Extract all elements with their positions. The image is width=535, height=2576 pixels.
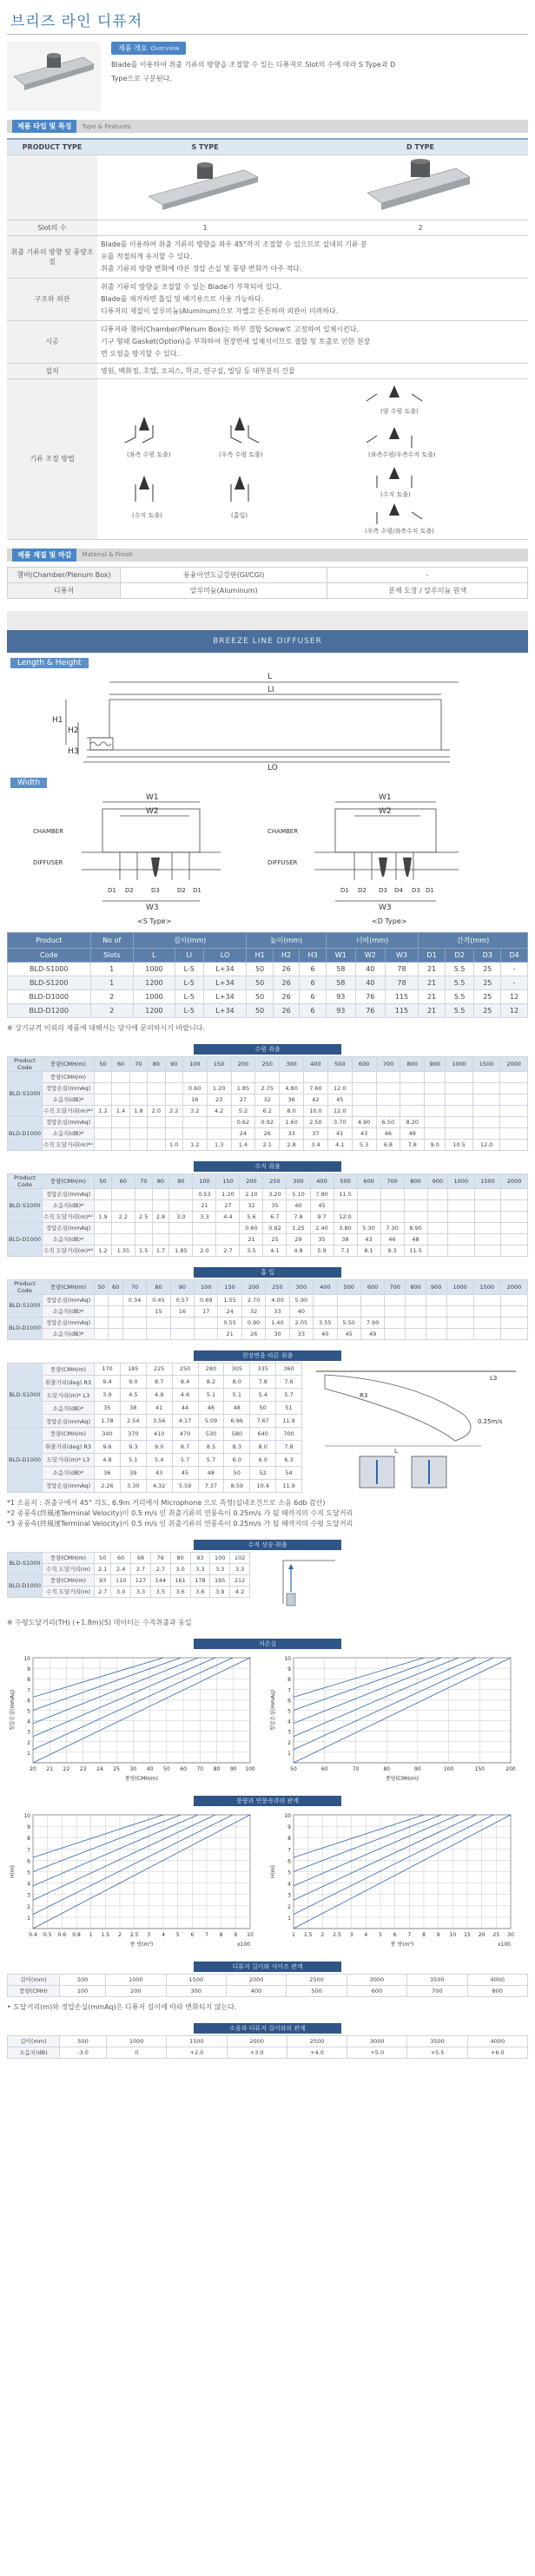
y-tick-label: 2 — [27, 1903, 30, 1910]
svg-text:D1: D1 — [426, 886, 434, 894]
x-tick-label: 1 — [292, 1931, 295, 1938]
feature-structure-label: 구조와 외관 — [7, 278, 97, 320]
d-type-image — [355, 158, 485, 215]
x-tick-label: 80 — [383, 1765, 390, 1772]
y-tick-label: 6 — [287, 1697, 291, 1704]
y-tick-label: 6 — [287, 1857, 291, 1864]
table-row: BLD-D1000 풍량(CMH/m) 340 370 410 470 530 580 640 700 — [8, 1427, 302, 1440]
table-row: BLD-S1000 정압손실(mmAq) 0.34 0.45 0.57 0.69 1.55 2.70 4.00 5.90 — [8, 1294, 528, 1305]
noise-chart-caption: 저손실 — [194, 1639, 341, 1649]
table-row: 수직 도달거리(m)*² 1.9 2.2 2.5 2.8 3.0 3.3 4.4 5.6 6.7 7.8 9.7 12.0 — [8, 1211, 528, 1222]
feature-airflow-method-label: 기류 조절 방법 — [7, 378, 97, 539]
y-tick-label: 4 — [287, 1718, 291, 1725]
table-row: 도달거리(m)* L3 3.9 4.5 4.9 4.6 5.1 5.1 5.4 5.7 — [8, 1389, 302, 1402]
y-tick-label: 8 — [27, 1835, 30, 1842]
reach-caption: 수직 상승 취출 — [194, 1540, 341, 1550]
dim-W3-s: W3 — [146, 903, 159, 912]
x-tick-label: 150 — [474, 1765, 485, 1772]
x-tick-label: 4 — [364, 1931, 368, 1938]
material-row: 챔버(Chamber/Plenum Box) 용융아연도금강판(GI/CGI) - — [8, 567, 528, 582]
table-row: 수직 도달거리(m)*² 1.0 1.2 1.3 1.4 2.1 2.8 3.4 4.1 5.3 6.8 7.8 9.0 10.5 12.0 — [8, 1139, 528, 1150]
x-tick-label: 100 — [443, 1765, 454, 1772]
y-tick-label: 1 — [27, 1915, 30, 1922]
table-row: BLD-S1000 1 1000 L-5 L+34 50 26 6 58 40 78 21 5.5 25 - — [8, 962, 528, 976]
reach-table — [7, 1552, 250, 1598]
y-tick-label: 7 — [287, 1686, 291, 1693]
x-tick-label: 5 — [379, 1931, 382, 1938]
x-tick-label: 8 — [219, 1931, 223, 1938]
feature-install-label: 시공 — [7, 320, 97, 363]
s-vertical-caption: (수직 토출) — [132, 511, 162, 519]
throw-caption: 천장면을 따른 취출 — [194, 1350, 341, 1361]
x-tick-label: 9 — [234, 1931, 238, 1938]
svg-text:L: L — [394, 1447, 398, 1455]
svg-text:0.25m/s: 0.25m/s — [478, 1417, 503, 1425]
x-tick-label: 0.5 — [43, 1931, 52, 1938]
d-vertical-caption: (수직 토출) — [380, 490, 411, 498]
drawing-banner: BREEZE LINE DIFFUSER — [7, 630, 528, 653]
x-tick-label: 15 — [464, 1931, 471, 1938]
x-tick-label: 90 — [414, 1765, 421, 1772]
x-tick-label: 20 — [478, 1931, 485, 1938]
s-left-caption: (좌측 수평 토출) — [127, 450, 171, 458]
x-tick-label: 90 — [229, 1765, 237, 1772]
x-tick-label: 4 — [162, 1931, 165, 1938]
dim-W2-d: W2 — [379, 806, 392, 816]
y-tick-label: 7 — [27, 1846, 30, 1853]
svg-text:R3: R3 — [360, 1391, 368, 1399]
horizontal-performance-table — [7, 1056, 528, 1151]
y-tick-label: 3 — [287, 1892, 291, 1899]
reach-section — [7, 1552, 528, 1613]
svg-text:D4: D4 — [394, 886, 403, 894]
x-tick-label: 70 — [196, 1765, 204, 1772]
x-tick-label: 2 — [118, 1931, 122, 1938]
table-row: 소음치(dB)* 15 16 17 24 32 33 40 — [8, 1305, 528, 1317]
noise-charts — [7, 1651, 528, 1785]
x-axis-label: 풍량(CMH/m) — [124, 1775, 159, 1782]
y-tick-label: 2 — [287, 1739, 291, 1746]
throw-section — [7, 1363, 528, 1493]
x-tick-label: 5 — [175, 1931, 180, 1938]
x-tick-label: 40 — [146, 1765, 154, 1772]
table-row: 수직 도달거리(m) 2.1 2.4 2.7 2.7 3.0 3.3 3.3 3.3 — [8, 1563, 250, 1574]
correction-table — [7, 2035, 528, 2059]
table-row: BLD-S1000 풍량(CMH/m) — [8, 1071, 528, 1082]
types-table — [7, 138, 528, 540]
y-tick-label: 5 — [27, 1870, 30, 1876]
y-tick-label: 5 — [27, 1708, 30, 1714]
x-tick-label: 23 — [79, 1765, 87, 1772]
vertical-caption: 수직 취출 — [194, 1161, 341, 1172]
x-tick-label: 25 — [113, 1765, 120, 1772]
table-row: 소음치(dB)* 21 25 29 35 38 43 46 48 — [8, 1233, 528, 1245]
y-tick-label: 10 — [23, 1655, 30, 1662]
y-tick-label: 5 — [287, 1870, 291, 1876]
feature-usage-label: 설치 — [7, 363, 97, 378]
dim-W2-s: W2 — [146, 806, 159, 816]
x-tick-label: 6 — [393, 1931, 397, 1938]
overview-description: Blade를 이용하여 취출 기류의 방향을 조절할 수 있는 디퓨져로 Slot의 수에 따라 S Type과 D Type으로 구분된다. — [111, 61, 396, 82]
y-tick-label: 7 — [27, 1686, 30, 1693]
x-tick-label: 1.5 — [303, 1931, 313, 1938]
d-slot-count: 2 — [313, 220, 528, 235]
diffuser-label-s: DIFFUSER — [33, 858, 63, 866]
table-row: BLD-D1000 풍량(CMH/m) 93 110 127 144 161 178 195 212 — [8, 1574, 250, 1586]
s-airflow-svg — [101, 382, 309, 535]
chamber-label-d: CHAMBER — [268, 827, 299, 835]
dim-H2: H2 — [68, 726, 79, 735]
perf-header-row: Product Code 풍량(CMH/m) 50 60 70 80 90 100 150 200 250 300 400 500 600 700 800 900 1000 1500 2000 — [8, 1279, 528, 1294]
d-type-header: D TYPE — [313, 139, 528, 154]
x-tick-label: 1.5 — [101, 1931, 110, 1938]
svg-text:D2: D2 — [177, 886, 186, 894]
throw-charts — [7, 1808, 528, 1951]
y-tick-label: 5 — [287, 1708, 291, 1714]
x-tick-label: 0.6 — [57, 1931, 67, 1938]
table-row: 소음치(dB)* 16 23 27 32 36 42 45 — [8, 1094, 528, 1105]
throw-chart-left — [7, 1808, 259, 1951]
pressure-chart-left — [7, 1651, 259, 1785]
x-tick-label: 8 — [422, 1931, 426, 1938]
x-tick-label: 50 — [290, 1765, 297, 1772]
length-height-drawing — [7, 670, 528, 772]
length-height-badge: Length & Height — [10, 658, 89, 668]
feature-airflow-label: 취출 기류의 방향 및 풍량조절 — [7, 235, 97, 278]
diffuser-label-d: DIFFUSER — [268, 858, 298, 866]
product-type-header: PRODUCT TYPE — [7, 139, 97, 154]
dim-W1-d: W1 — [379, 792, 392, 802]
svg-text:D2: D2 — [358, 886, 367, 894]
table-row: 취출거리(deg) R3 9.6 9.3 9.0 8.7 8.5 8.3 8.0 7.8 — [8, 1440, 302, 1453]
length-table — [7, 1974, 528, 1997]
table-row: 수직 도달거리(m) 2.7 3.0 3.3 3.5 3.6 3.6 3.9 4.2 — [8, 1586, 250, 1597]
table-row: 소음치(dB)* 21 26 30 33 40 45 49 — [8, 1328, 528, 1339]
throw-diagram — [307, 1363, 525, 1493]
table-row: BLD-D1000 정압손실(mmAq) 0.55 0.90 1.40 2.05 3.55 5.50 7.90 — [8, 1317, 528, 1328]
y-tick-label: 9 — [287, 1824, 291, 1830]
title-divider — [7, 34, 528, 35]
x-tick-label: 2 — [320, 1931, 325, 1938]
x-axis-label: 풍 량(m³) — [129, 1941, 154, 1948]
page-title: 브리즈 라인 디퓨저 — [10, 13, 143, 30]
y-tick-label: 8 — [27, 1676, 30, 1683]
feature-structure-desc: 취출 기류의 방향을 조절할 수 있는 Blade가 부착되어 있다. Blade를 제거하면 흡입 및 배기용으로 사용 가능하다. 디퓨저의 재질이 알루미늄(Aluminum)으로 가볍고 튼튼하며 외관이 미려하다. — [97, 278, 528, 320]
dim-LO: LO — [268, 763, 278, 772]
width-badge: Width — [10, 778, 47, 788]
width-drawing — [7, 790, 528, 929]
s-type-caption: <S Type> — [137, 917, 172, 925]
y-tick-label: 7 — [287, 1846, 291, 1853]
x-axis-multiplier: x100 — [497, 1941, 511, 1948]
y-tick-label: 3 — [27, 1729, 30, 1736]
y-axis-label: 정압손실(mmAq) — [10, 1689, 16, 1731]
x-tick-label: 10 — [449, 1931, 457, 1938]
product-photo — [7, 42, 101, 111]
perf-header-row: Product Code 풍량(CMH/m) 50 60 70 80 90 100 150 200 250 300 400 500 600 700 800 900 1000 1500 2000 — [8, 1173, 528, 1188]
d-airflow-diagrams — [313, 378, 528, 539]
dims-subheader-row: Code Slots L LI LO H1 H2 H3 W1 W2 W3 D1 D2 D3 D4 — [8, 948, 528, 962]
table-row: BLD-D1000 정압손실(mmAq) 0.62 0.92 1.60 2.50 3.70 4.90 6.50 8.20 — [8, 1116, 528, 1127]
y-tick-label: 8 — [287, 1835, 291, 1842]
perf-header-row: Product Code 풍량(CMH/m) 50 60 70 80 90 100 150 200 250 300 400 500 600 700 800 900 1000 1500 2000 — [8, 1056, 528, 1071]
y-axis-label: H(m) — [10, 1864, 16, 1878]
throw-chart-right — [268, 1808, 519, 1951]
y-tick-label: 4 — [287, 1881, 291, 1888]
dim-L: L — [268, 672, 273, 681]
table-row: 취출거리(deg) R3 9.4 9.0 8.7 8.4 8.2 8.0 7.8 7.6 — [8, 1376, 302, 1389]
y-tick-label: 1 — [287, 1750, 291, 1757]
table-row: 정압손실(mmAq) 0.60 1.20 1.85 2.75 4.80 7.60 12.0 — [8, 1082, 528, 1094]
x-tick-label: 0.8 — [72, 1931, 81, 1938]
dims-header-row: Product No of 길이(mm) 높이(mm) 너비(mm) 간격(mm) — [8, 932, 528, 948]
material-table — [7, 567, 528, 599]
y-tick-label: 2 — [287, 1903, 291, 1910]
overview-section — [7, 42, 528, 111]
x-tick-label: 2.5 — [129, 1931, 139, 1938]
footnotes: *1 소음치 : 취출구에서 45° 각도, 6.9m 거리에서 Microphone 으로 측정(실내조건으로 소음 6db 감산) *2 종풍속(終風速Terminal Velocity)이 0.5 m/s 인 취출기류의 연풍속이 0.25m/s 가 될 때까지의 수직 도달거리 *3 종풍속(終風速Terminal Velocity)이 0.5 m/s 인 취출기류의 연풍속이 0.25m/s 가 될 때까지의 수평 도달거리 — [7, 1498, 353, 1528]
feature-usage-desc: 병원, 백화점, 호텔, 오피스, 학교, 연구실, 빌딩 등 대부분의 건물 — [97, 363, 528, 378]
table-row: BLD-D1000 2 1000 L-5 L+34 50 26 6 93 76 115 21 5.5 25 12 — [8, 989, 528, 1003]
x-axis-multiplier: x100 — [236, 1941, 250, 1948]
x-tick-label: 7 — [407, 1931, 412, 1938]
x-tick-label: 100 — [245, 1765, 255, 1772]
table-row: BLD-D1200 2 1200 L-5 L+34 50 26 6 93 76 115 21 5.5 25 12 — [8, 1003, 528, 1017]
y-tick-label: 1 — [27, 1750, 30, 1757]
table-row: BLD-S1200 1 1200 L-5 L+34 50 26 6 58 40 78 21 5.5 25 - — [8, 976, 528, 989]
throw-chart-caption: 풍량과 연풍속과의 관계 — [194, 1796, 341, 1806]
d-left-right-caption: (좌측수평/우측수직 토출) — [368, 450, 436, 458]
x-tick-label: 10 — [247, 1931, 254, 1938]
suction-caption: 흡 입 — [194, 1267, 341, 1278]
x-tick-label: 60 — [320, 1765, 328, 1772]
y-tick-label: 4 — [27, 1881, 30, 1888]
slot-count-label: Slot의 수 — [7, 220, 97, 235]
s-type-image — [140, 158, 270, 215]
dims-note: ※ 상기규격 이외의 제품에 대해서는 당사에 문의하시기 바랍니다. — [7, 1023, 205, 1032]
svg-text:L3: L3 — [490, 1374, 498, 1382]
length-caption: 디퓨저 길이와 사이즈 관계 — [194, 1962, 341, 1972]
svg-text:D1: D1 — [108, 886, 116, 894]
table-row: 소음치(dB)* 36 39 43 45 48 50 52 54 — [8, 1466, 302, 1479]
x-tick-label: 20 — [30, 1765, 36, 1772]
svg-text:D3: D3 — [379, 886, 387, 894]
s-airflow-diagrams — [97, 378, 313, 539]
y-tick-label: 6 — [27, 1697, 30, 1704]
x-tick-label: 7 — [205, 1931, 208, 1938]
table-row: 소음치(dB) -3.0 0 +2.0 +3.0 +4.0 +5.0 +5.5 +6.0 — [8, 2047, 528, 2058]
material-row: 디퓨저 알루미늄(Aluminum) 분체 도장 / 알루미늄 원색 — [8, 582, 528, 598]
x-tick-label: 2.5 — [333, 1931, 341, 1938]
svg-text:D1: D1 — [340, 886, 349, 894]
svg-text:D3: D3 — [151, 886, 160, 894]
y-tick-label: 8 — [287, 1676, 291, 1683]
y-tick-label: 10 — [284, 1655, 291, 1662]
table-row: 풍량(CMH) 100 200 300 400 500 600 700 800 — [8, 1985, 528, 1996]
y-tick-label: 10 — [284, 1812, 291, 1819]
y-tick-label: 3 — [287, 1729, 291, 1736]
reach-note: ※ 수평도달거리(TH) (+1.8m)(S) 데이터는 수직취출과 동일 — [7, 1618, 192, 1626]
svg-text:D2: D2 — [125, 886, 134, 894]
table-row: BLD-S1000 정압손실(mmAq) 0.53 1.20 2.10 3.20 5.10 7.90 11.5 — [8, 1188, 528, 1199]
s-suction-caption: (흡입) — [231, 511, 248, 519]
table-row: 길이(mm) 500 1000 1500 2000 2500 3000 3500 4000 — [8, 2035, 528, 2047]
suction-performance-table — [7, 1279, 528, 1340]
chamber-label-s: CHAMBER — [33, 827, 64, 835]
dim-W1-s: W1 — [146, 792, 159, 802]
dimensions-table — [7, 932, 528, 1018]
types-section-header: 제품 타입 및 특징 Type & Features — [7, 120, 528, 133]
y-axis-label: H(m) — [270, 1864, 276, 1878]
x-axis-label: 풍량(CMH/m) — [385, 1775, 419, 1782]
table-row: BLD-D1000 정압손실(mmAq) 0.60 0.92 1.25 2.40 3.80 5.30 7.30 8.90 — [8, 1222, 528, 1233]
x-tick-label: 1 — [89, 1931, 93, 1938]
y-tick-label: 6 — [27, 1857, 30, 1864]
dim-LI: LI — [268, 685, 274, 694]
s-right-caption: (우측 수평 토출) — [219, 450, 263, 458]
d-both-caption: (양 수평 토출) — [380, 407, 419, 415]
x-tick-label: 30 — [507, 1931, 514, 1938]
y-tick-label: 1 — [287, 1915, 291, 1922]
y-tick-label: 10 — [23, 1812, 30, 1819]
x-tick-label: 22 — [63, 1765, 70, 1772]
table-row: 소음치(dB)* 24 26 33 37 41 43 46 48 — [8, 1127, 528, 1139]
table-row: 정압손실(mmAq) 1.78 2.54 3.56 4.17 5.09 6.96 7.67 11.9 — [8, 1415, 302, 1428]
x-tick-label: 0.4 — [29, 1931, 37, 1938]
x-tick-label: 60 — [180, 1765, 187, 1772]
reach-diagram — [257, 1552, 361, 1613]
x-tick-label: 70 — [352, 1765, 360, 1772]
y-tick-label: 4 — [27, 1718, 30, 1725]
correction-caption: 소음과 디퓨저 길이와의 관계 — [194, 2023, 341, 2034]
y-tick-label: 3 — [27, 1892, 30, 1899]
d-right-left-caption: (우측 수평/좌측수직 토출) — [365, 527, 434, 535]
table-row: BLD-S1000 풍량(CMH/m) 50 60 68 76 80 93 100 102 — [8, 1552, 250, 1563]
s-type-header: S TYPE — [97, 139, 313, 154]
y-tick-label: 9 — [27, 1666, 30, 1672]
x-tick-label: 50 — [163, 1765, 170, 1772]
table-row: 수직 도달거리(m)*² 1.2 1.4 1.8 2.0 2.2 3.2 4.2 5.2 6.2 8.0 10.0 12.0 — [8, 1105, 528, 1116]
feature-airflow-desc: Blade를 이용하여 취출 기류의 방향을 좌우 45°까지 조절할 수 있으므로 실내의 기류 분 포를 적절하게 유지할 수 있다. 취출 기류의 방향 변화에 따른 정압 손실 및 풍량 변화가 아주 적다. — [97, 235, 528, 278]
feature-install-desc: 디퓨저와 챔버(Chamber/Plenum Box)는 하부 결합 Screw로 고정하여 일체시킨다. 기구 형태 Gasket(Option)을 부착하여 천장면에 일체식이므로 결합 및 토출로 인한 천장 면 오염을 방지할 수 있다. — [97, 320, 528, 363]
y-tick-label: 9 — [287, 1666, 291, 1672]
y-axis-label: 정압손실(mmAq) — [270, 1689, 276, 1731]
s-slot-count: 1 — [97, 220, 313, 235]
svg-text:D3: D3 — [412, 886, 420, 894]
d-type-caption: <D Type> — [372, 917, 407, 925]
table-row: 소음치(dB)* 35 38 41 44 46 48 50 51 — [8, 1402, 302, 1415]
length-note: • 도달거리(m)와 정압손실(mmAq)은 디퓨저 길이에 따라 변화되지 않는다. — [7, 2002, 237, 2011]
overview-label: 제품 개요 Overview — [111, 42, 186, 55]
table-row: 수직 도달거리(m)*² 1.2 1.35 1.5 1.7 1.85 2.0 2.7 3.5 4.1 4.8 5.9 7.1 8.1 9.3 11.5 — [8, 1245, 528, 1256]
svg-text:D1: D1 — [193, 886, 201, 894]
d-airflow-svg — [316, 382, 525, 535]
dim-W3-d: W3 — [379, 903, 392, 912]
horizontal-caption: 수평 취출 — [194, 1044, 341, 1055]
x-tick-label: 3 — [147, 1931, 151, 1938]
x-tick-label: 25 — [492, 1931, 500, 1938]
spacer-banner — [7, 611, 528, 630]
throw-table — [7, 1363, 302, 1493]
y-tick-label: 2 — [27, 1739, 30, 1746]
table-row: 길이(mm) 500 1000 1500 2000 2500 3000 3500 4000 — [8, 1974, 528, 1985]
x-tick-label: 30 — [129, 1765, 137, 1772]
x-tick-label: 3 — [349, 1931, 353, 1938]
pressure-chart-right — [268, 1651, 519, 1785]
table-row: 소음치(dB)* 21 27 32 35 40 45 — [8, 1199, 528, 1211]
table-row: 정압손실(mmAq) 2.26 3.30 4.32 5.59 7.37 8.59 10.4 11.9 — [8, 1479, 302, 1492]
x-tick-label: 200 — [505, 1765, 516, 1772]
material-section-header: 제품 재질 및 마감 Material & Finish — [7, 549, 528, 562]
x-tick-label: 24 — [96, 1765, 103, 1772]
y-tick-label: 9 — [27, 1824, 30, 1830]
dim-H1: H1 — [52, 715, 63, 725]
x-tick-label: 9 — [436, 1931, 440, 1938]
table-row: 도달거리(m)* L3 4.8 5.1 5.4 5.7 5.7 6.0 6.0 6.3 — [8, 1453, 302, 1466]
vertical-performance-table — [7, 1173, 528, 1257]
dim-H3: H3 — [68, 746, 79, 756]
x-tick-label: 6 — [190, 1931, 195, 1938]
x-axis-label: 풍 량(m³) — [390, 1941, 414, 1948]
table-row: BLD-S1000 풍량(CMH/m) 170 185 225 250 280 305 335 360 — [8, 1363, 302, 1376]
x-tick-label: 80 — [213, 1765, 221, 1772]
x-tick-label: 21 — [46, 1765, 54, 1772]
